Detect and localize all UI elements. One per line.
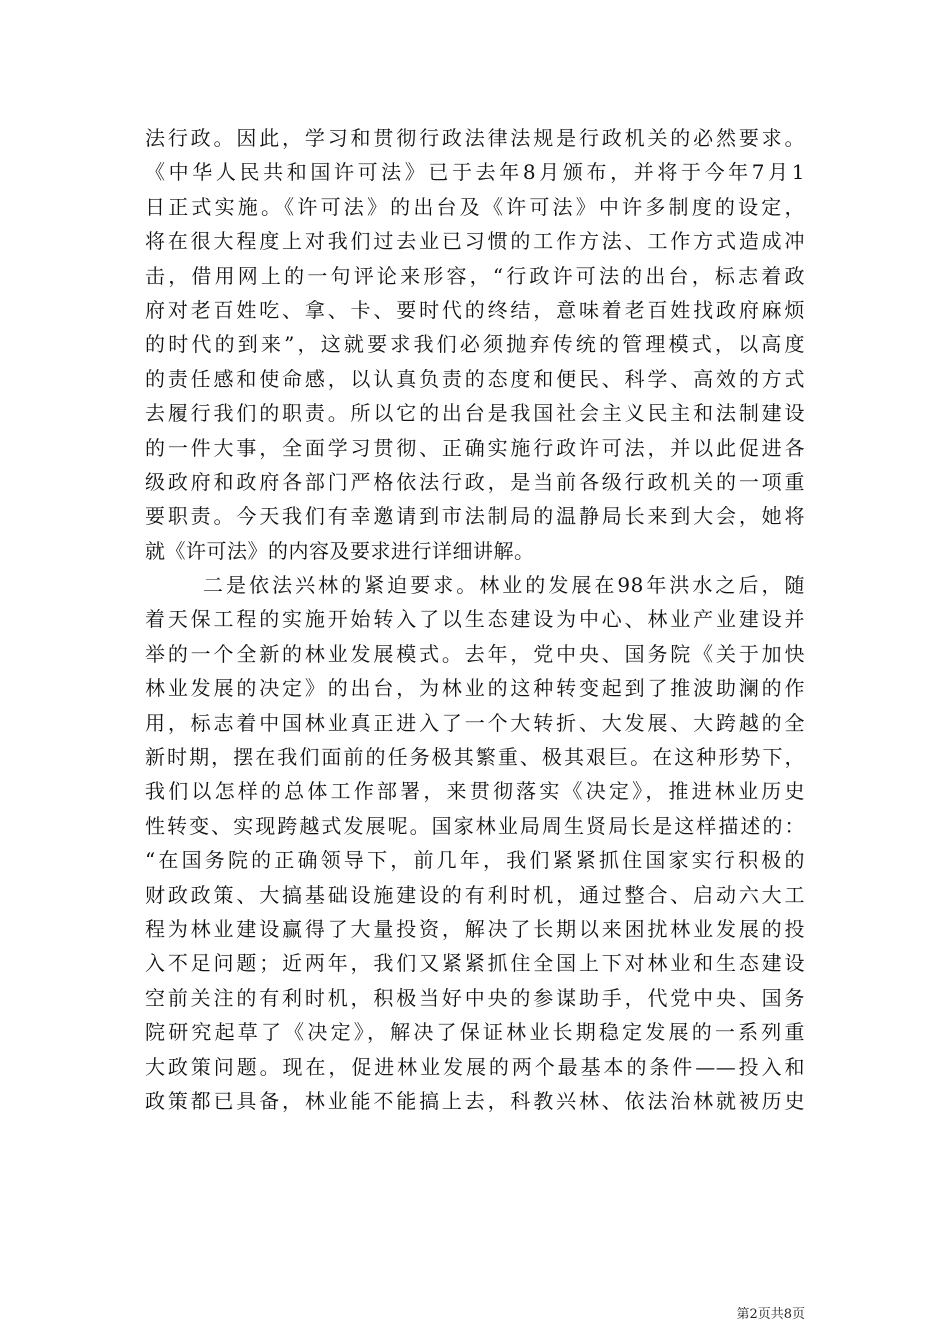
text-line: 新时期，摆在我们面前的任务极其繁重、极其艰巨。在这种形势下，: [145, 745, 805, 770]
text-line: 击，借用网上的一句评论来形容，“行政许可法的出台，标志着政: [145, 263, 805, 288]
text-line: 法行政。因此，学习和贯彻行政法律法规是行政机关的必然要求。: [145, 126, 805, 150]
text-line: 程为林业建设赢得了大量投资，解决了长期以来困扰林业发展的投: [145, 916, 805, 941]
text-line: 财政政策、大搞基础设施建设的有利时机，通过整合、启动六大工: [145, 882, 805, 907]
text-line: 《中华人民共和国许可法》已于去年8月颁布，并将于今年7月1: [145, 160, 805, 185]
text-line: 空前关注的有利时机，积极当好中央的参谋助手，代党中央、国务: [145, 985, 805, 1010]
text-line: 日正式实施。《许可法》的出台及《许可法》中许多制度的设定，: [145, 194, 805, 219]
text-line: 就《许可法》的内容及要求进行详细讲解。: [145, 538, 535, 563]
text-line: 大政策问题。现在，促进林业发展的两个最基本的条件——投入和: [145, 1054, 805, 1079]
text-line: 性转变、实现跨越式发展呢。国家林业局周生贤局长是这样描述的：: [145, 813, 805, 838]
text-line: 入不足问题；近两年，我们又紧紧抓住全国上下对林业和生态建设: [145, 951, 805, 976]
text-line: 院研究起草了《决定》，解决了保证林业长期稳定发展的一系列重: [145, 1020, 805, 1045]
text-line: 去履行我们的职责。所以它的出台是我国社会主义民主和法制建设: [145, 401, 805, 426]
text-line: 着天保工程的实施开始转入了以生态建设为中心、林业产业建设并: [145, 607, 805, 632]
text-line: 级政府和政府各部门严格依法行政，是当前各级行政机关的一项重: [145, 469, 805, 494]
text-line: 的一件大事，全面学习贯彻、正确实施行政许可法，并以此促进各: [145, 435, 805, 460]
text-line: 的时代的到来”，这就要求我们必须抛弃传统的管理模式，以高度: [145, 332, 805, 357]
page-number-footer: 第2页共8页: [736, 1307, 805, 1322]
text-line: “在国务院的正确领导下，前几年，我们紧紧抓住国家实行积极的: [145, 848, 805, 873]
text-line: 用，标志着中国林业真正进入了一个大转折、大发展、大跨越的全: [145, 710, 805, 735]
body-text: [145, 121, 805, 1118]
text-line: 要职责。今天我们有幸邀请到市法制局的温静局长来到大会，她将: [145, 504, 805, 529]
text-line: 府对老百姓吃、拿、卡、要时代的终结，意味着老百姓找政府麻烦: [145, 297, 805, 322]
text-line: 将在很大程度上对我们过去业已习惯的工作方法、工作方式造成冲: [145, 229, 805, 254]
paragraph-first-line: 二是依法兴林的紧迫要求。林业的发展在98年洪水之后，随: [203, 573, 805, 598]
text-line: 林业发展的决定》的出台，为林业的这种转变起到了推波助澜的作: [145, 676, 805, 701]
text-line: 政策都已具备，林业能不能搞上去，科教兴林、依法治林就被历史: [145, 1088, 805, 1113]
text-line: 的责任感和使命感，以认真负责的态度和便民、科学、高效的方式: [145, 366, 805, 391]
text-line: 举的一个全新的林业发展模式。去年，党中央、国务院《关于加快: [145, 641, 805, 666]
text-line: 我们以怎样的总体工作部署，来贯彻落实《决定》，推进林业历史: [145, 779, 805, 804]
